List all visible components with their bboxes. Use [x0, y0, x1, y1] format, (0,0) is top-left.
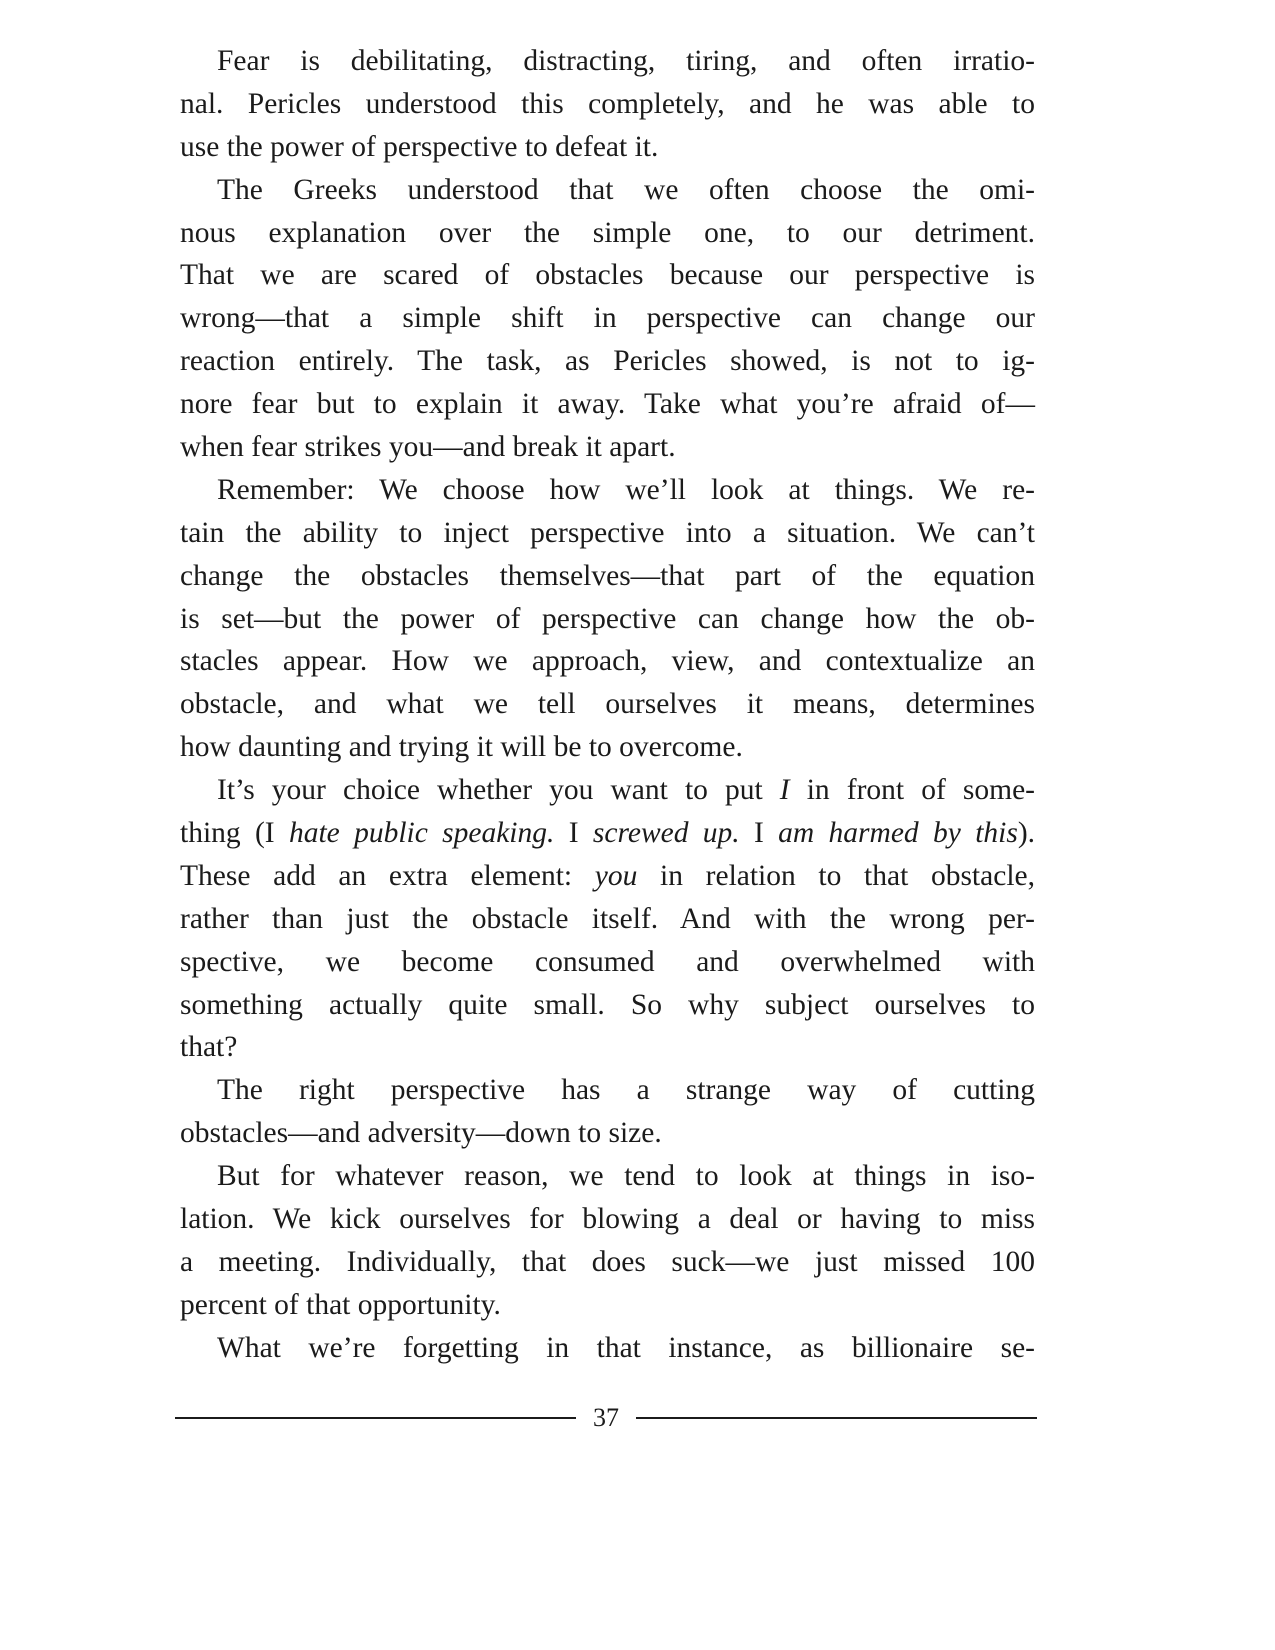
text-line: The right perspective has a strange way of cutting	[217, 1074, 1035, 1107]
text-line: lation. We kick ourselves for blowing a deal or having to miss	[180, 1203, 1035, 1236]
text-line: something actually quite small. So why subject ourselves to	[180, 988, 1035, 1021]
text-segment: I	[739, 817, 779, 850]
text-line: percent of that opportunity.	[180, 1288, 501, 1321]
text-line: wrong—that a simple shift in perspective can change our	[180, 302, 1035, 335]
text-segment: in front of some-	[789, 774, 1035, 807]
text-line: a meeting. Individually, that does suck—we just missed 100	[180, 1245, 1035, 1278]
text-line: spective, we become consumed and overwhelmed with	[180, 945, 1035, 978]
text-line: reaction entirely. The task, as Pericles showed, is not to ig-	[180, 345, 1035, 378]
footer-rule-right	[636, 1417, 1037, 1419]
italic-text: you	[594, 859, 638, 892]
text-line: nal. Pericles understood this completely, and he was able to	[180, 87, 1035, 120]
text-line: obstacles—and adversity—down to size.	[180, 1117, 662, 1150]
text-line: nore fear but to explain it away. Take what you’re afraid of—	[180, 388, 1035, 421]
text-line: That we are scared of obstacles because our perspective is	[180, 259, 1035, 292]
text-segment: ).	[1017, 817, 1036, 850]
text-line	[180, 855, 1035, 898]
footer-rule-left	[175, 1417, 576, 1419]
italic-text: I	[779, 774, 790, 807]
text-line	[180, 769, 1035, 812]
italic-text: screwed up.	[592, 817, 740, 850]
text-line: use the power of perspective to defeat it.	[180, 130, 659, 163]
text-segment: thing (I	[180, 817, 289, 850]
page-body-text	[180, 40, 1035, 1370]
text-line: The Greeks understood that we often choose the omi-	[217, 173, 1035, 206]
text-line: that?	[180, 1031, 238, 1064]
italic-text: hate public speaking.	[288, 817, 555, 850]
text-line: obstacle, and what we tell ourselves it means, determines	[180, 688, 1035, 721]
italic-text: am harmed by this	[778, 817, 1018, 850]
text-line: nous explanation over the simple one, to our detriment.	[180, 216, 1035, 249]
text-line: how daunting and trying it will be to overcome.	[180, 731, 743, 764]
text-segment: I	[554, 817, 593, 850]
text-line: stacles appear. How we approach, view, and contextualize an	[180, 645, 1035, 678]
text-line: What we’re forgetting in that instance, as billionaire se-	[217, 1331, 1035, 1364]
page-number: 37	[593, 1403, 619, 1432]
page-footer	[175, 1398, 1037, 1438]
text-line: rather than just the obstacle itself. And with the wrong per-	[180, 902, 1035, 935]
text-segment: These add an extra element:	[180, 859, 595, 892]
text-line: Remember: We choose how we’ll look at things. We re-	[217, 473, 1035, 506]
text-segment: It’s your choice whether you want to put	[217, 774, 780, 807]
text-line: Fear is debilitating, distracting, tiring, and often irratio-	[217, 45, 1035, 77]
text-line: is set—but the power of perspective can change how the ob-	[180, 602, 1035, 635]
text-line: But for whatever reason, we tend to look at things in iso-	[217, 1160, 1035, 1193]
text-segment: in relation to that obstacle,	[637, 859, 1035, 892]
text-line: tain the ability to inject perspective into a situation. We can’t	[180, 516, 1035, 549]
text-line: change the obstacles themselves—that part of the equation	[180, 559, 1035, 592]
text-line: when fear strikes you—and break it apart.	[180, 431, 676, 464]
text-line	[180, 812, 1035, 855]
